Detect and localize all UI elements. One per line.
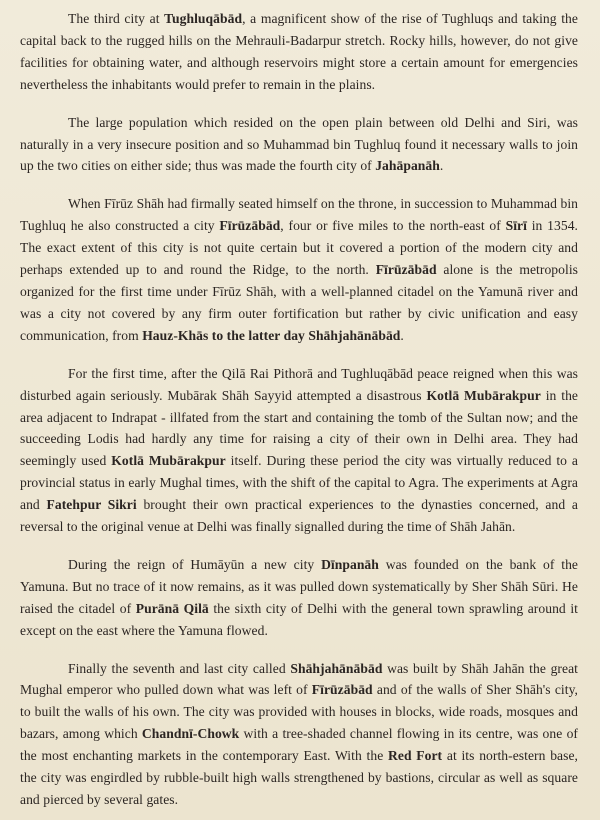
bold-term: Dīnpanāh	[321, 556, 379, 572]
paragraph	[20, 554, 578, 642]
document-body	[20, 8, 578, 811]
bold-term: Shāhjahānābād	[290, 660, 383, 676]
text-run: at its north-estern base, the city was engirdled by rubble-built high walls strengthened by bastions, circular as well as square and pierced by several gates.	[20, 748, 578, 807]
bold-term: Sīrī	[505, 218, 527, 234]
paragraph	[20, 658, 578, 811]
text-run: During the reign of Humāyūn a new city	[68, 556, 322, 572]
bold-term: Jahāpanāh	[375, 158, 440, 174]
text-run: .	[439, 158, 444, 174]
paragraph	[20, 112, 578, 178]
bold-term: Fīrūzābād	[311, 682, 373, 698]
text-run: in 1354. The exact extent of this city is not quite certain but it covered a portion of the modern city and perhaps extended up to and round the Ridge, to the north.	[20, 218, 578, 278]
paragraph	[20, 363, 578, 538]
text-run: When Fīrūz Shāh had firmally seated himself on the throne, in succession to Muhammad bin Tughluq he also constructed a city	[20, 196, 578, 234]
text-run: itself. During these period the city was virtually reduced to a provincial status in early Mughal times, with the shift of the capital to Agra. The experiments at Agra and	[20, 453, 578, 513]
text-run: , four or five miles to the north-east of	[280, 218, 506, 234]
bold-term: Kotlā Mubārakpur	[426, 387, 541, 403]
text-run: and of the walls of Sher Shāh's city, to built the walls of his own. The city was provided with houses in blocks, wide roads, mosques and bazars, among which	[20, 682, 578, 742]
text-run: the sixth city of Delhi with the general town sprawling around it except on the east where the Yamuna flowed.	[20, 600, 578, 638]
bold-term: Fīrūzābād	[219, 218, 281, 234]
bold-term: Tughluqābād	[164, 11, 243, 26]
paragraph	[20, 193, 578, 346]
text-run: in the area adjacent to Indrapat - illfated from the start and containing the tomb of the Sultan now; and the succeeding Lodis had hardly any time for raising a city of their own in Delhi area. They had seemingly used	[20, 387, 578, 469]
bold-term: Hauz-Khās to the latter day Shāhjahānābād	[142, 327, 401, 343]
text-run: was founded on the bank of the Yamuna. But no trace of it now remains, as it was pulled down systematically by Sher Shāh Sūri. He raised the citadel of	[20, 556, 578, 616]
bold-term: Red Fort	[388, 748, 443, 764]
bold-term: Kotlā Mubārakpur	[111, 453, 226, 469]
text-run: with a tree-shaded channel flowing in its centre, was one of the most enchanting markets in the contemporary East. With the	[20, 726, 578, 764]
text-run: was built by Shāh Jahān the great Mughal emperor who pulled down what was left of	[20, 660, 579, 698]
text-run: The large population which resided on the open plain between old Delhi and Siri, was naturally in a very insecure position and so Muhammad bin Tughluq found it necessary walls to join up the two cities on either side; thus was made the fourth city of	[20, 114, 578, 174]
text-run: , a magnificent show of the rise of Tughluqs and taking the capital back to the rugged hills on the Mehrauli-Badarpur stretch. Rocky hills, however, do not give facilities for obtaining water, and although reservoirs might store a certain amount for emergencies nevertheless the inhabitants would prefer to remain in the plains.	[20, 11, 578, 92]
text-run: alone is the metropolis organized for the first time under Fīrūz Shāh, with a well-planned citadel on the Yamunā river and was a city not covered by any firm outer fortification but rather by civic unification and easy communication, from	[20, 262, 578, 343]
bold-term: Fīrūzābād	[375, 262, 437, 278]
text-run: .	[400, 327, 404, 343]
text-run: For the first time, after the Qilā Rai Pithorā and Tughluqābād peace reigned when this was disturbed again seriously. Mubārak Shāh Sayyid attempted a disastrous	[20, 365, 578, 403]
text-run: Finally the seventh and last city called	[68, 660, 291, 676]
paragraph	[20, 8, 578, 96]
bold-term: Fatehpur Sikri	[46, 497, 137, 513]
bold-term: Chandnī-Chowk	[141, 726, 240, 742]
bold-term: Purānā Qilā	[135, 600, 209, 616]
text-run: brought their own practical experiences to the dynasties concerned, and a reversal to the original venue at Delhi was finally signalled during the time of Shāh Jahān.	[20, 497, 579, 535]
text-run: The third city at	[68, 11, 165, 26]
